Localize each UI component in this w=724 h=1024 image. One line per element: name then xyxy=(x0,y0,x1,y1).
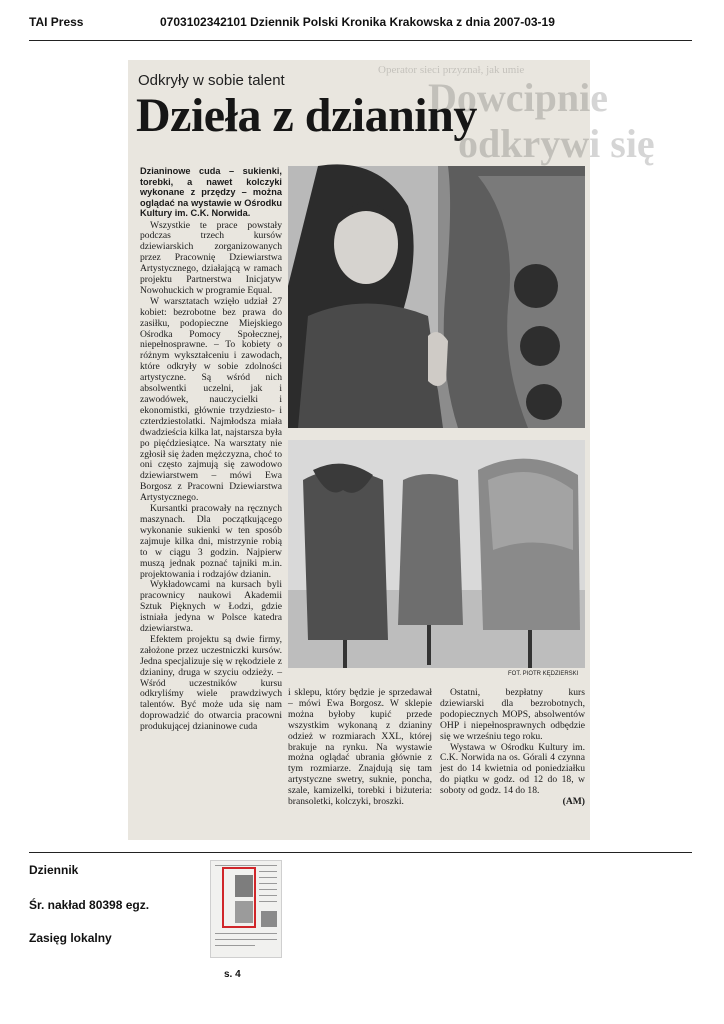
bleed-line-2: Dowcipnie xyxy=(428,75,608,120)
photo-exhibition xyxy=(288,440,585,668)
clipping-highlight xyxy=(222,867,256,928)
article-column-2 xyxy=(288,688,432,808)
page-thumbnail xyxy=(210,860,282,958)
header-source: TAI Press xyxy=(29,15,84,29)
footer-rule xyxy=(29,852,692,853)
article-paragraph: W warsztatach wzięło udział 27 kobiet: bezrobotne bez prawa do zasiłku, podopieczne Miejskiego Ośrodka Pomocy Społecznej, niepełnosprawne. – To kobiety o różnym wykształceniu i zawodach, które odkryły w sobie zdolności artystyczne. Są wśród nich absolwentki uczelni, jak i zawodówek, nauczycielki i ekonomistki, głównie trzydziesto- i czterdziestolatki. Najmłodsza miała dwadzieścia kilka lat, najstarsza była po pięćdziesiątce. Na warsztaty nie zgłosił się żaden mężczyzna, choć to oni często zajmują się zawodowo dziewiarstwem – mówi Ewa Borgosz z Pracowni Dziewiarstwa Artystycznego. xyxy=(140,295,282,504)
article-paragraph: i sklepu, który będzie je sprzedawał – mówi Ewa Borgosz. W sklepie można byłoby kupić przede wszystkim wykonaną z dzianiny odzież w rozmiarach XXL, której brakuje na rynku. Na wystawie można oglądać ubrania głównie z tym rozmiarze. Znajdują się tam artystyczne swetry, suknie, poncha, szale, kamizelki, torebki i biżuteria: bransoletki, kolczyki, broszki. xyxy=(288,687,432,808)
article-paragraph: Efektem projektu są dwie firmy, założone przez uczestniczki kursów. Jedna specjalizuje się w rękodziele z dzianiny, druga w szyciu odzieży. – Wśród uczestników kursu odkryliśmy wiele prawdziwych talentów. Być może uda się nam doprowadzić do otwarcia pracowni produkującej dzianinowe cuda xyxy=(140,633,282,733)
page-number: s. 4 xyxy=(224,969,241,980)
reach: Zasięg lokalny xyxy=(29,931,112,945)
photo-portrait xyxy=(288,166,585,428)
header-rule xyxy=(29,40,692,41)
article-paragraph: Wykładowcami na kursach byli pracownicy naukowi Akademii Sztuk Pięknych w Łodzi, gdzie istniała jedyna w Polsce katedra dziewiarstwa. xyxy=(140,579,282,635)
article-paragraph: Ostatni, bezpłatny kurs dziewiarski dla bezrobotnych, podopiecznych MOPS, absolwentów OHP i niepełnosprawnych odbędzie się we wrześniu tego roku. xyxy=(440,687,585,742)
article-column-3 xyxy=(440,688,585,808)
bleed-line-1: Operator sieci przyznał, jak umie xyxy=(378,64,525,76)
photo-credit: FOT. PIOTR KĘDZIERSKI xyxy=(508,671,579,677)
article-paragraph: Wystawa w Ośrodku Kultury im. C.K. Norwida na os. Górali 4 czynna jest do 14 kwietnia od poniedziałku do piątku w godz. od 12 do 18, w soboty od godz. 14 do 18. xyxy=(440,741,585,797)
article-lead: Dzianinowe cuda – sukienki, torebki, a nawet kolczyki wykonane z przędzy – można oglądać na wystawie w Ośrodku Kultury im. C.K. Norwida. xyxy=(140,166,282,218)
article-kicker: Odkryły w sobie talent xyxy=(138,72,285,89)
bleed-line-3: odkrywi się xyxy=(458,121,655,166)
article-signature: (AM) xyxy=(562,796,585,808)
publication-name: Dziennik xyxy=(29,863,79,877)
article-paragraph: Wszystkie te prace powstały podczas trzech kursów dziewiarskich zorganizowanych przez Pracownię Dziewiarstwa Artystycznego, działającą w ramach projektu Partnerstwa Inicjatyw Nowohuckich w programie Equal. xyxy=(140,219,282,296)
article-headline: Dzieła z dzianiny xyxy=(136,89,477,142)
article-paragraph: Kursantki pracowały na ręcznych maszynach. Dla początkującego wykonanie sukienki w ten sposób zajmuje kilka dni, mistrzynie robią to w ciągu 3 godzin. Najpierw muszą jednak poznać tajniki m.in. projektowania i rodzajów dzianin. xyxy=(140,503,282,580)
press-clipping xyxy=(128,60,655,840)
circulation: Śr. nakład 80398 egz. xyxy=(29,898,150,912)
article-column-1 xyxy=(140,166,282,838)
header-info: 0703102342101 Dziennik Polski Kronika Krakowska z dnia 2007-03-19 xyxy=(160,15,555,29)
